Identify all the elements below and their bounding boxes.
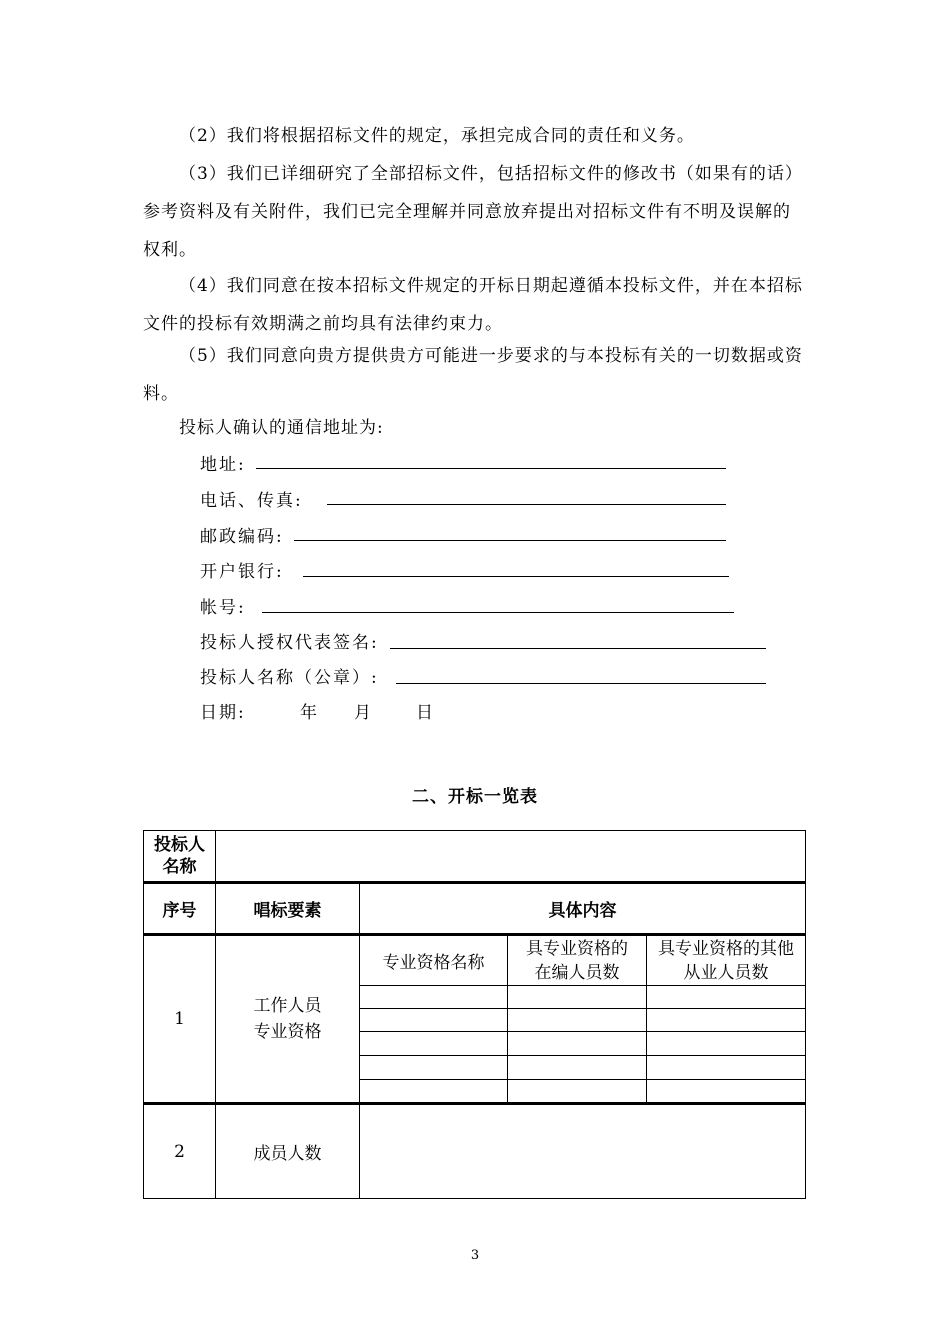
bidder-label-cell (144, 831, 216, 883)
bidder-name-line[interactable] (396, 683, 766, 684)
table-cell[interactable] (647, 1080, 806, 1104)
table-cell[interactable] (508, 1080, 647, 1104)
date-month: 月 (354, 703, 373, 723)
signature-label: 投标人授权代表签名: (200, 633, 379, 653)
date-day: 日 (416, 703, 435, 723)
table-cell[interactable] (647, 986, 806, 1009)
row2-no: 2 (144, 1104, 216, 1199)
date-year: 年 (300, 703, 319, 723)
bank-label: 开户银行: (200, 562, 284, 582)
header-content: 具体内容 (360, 883, 806, 935)
paragraph-5: （5）我们同意向贵方提供贵方可能进一步要求的与本投标有关的一切数据或资料。 (143, 346, 803, 404)
address-intro: 投标人确认的通信地址为: (179, 418, 384, 438)
row1-col2-header: 具专业资格的在编人员数 (526, 938, 628, 983)
bidder-name-value[interactable] (216, 831, 806, 883)
bidder-name-label: 投标人名称（公章）: (200, 668, 379, 688)
bid-overview-table (143, 830, 806, 1199)
page-number: 3 (470, 1248, 480, 1263)
phone-fax-line[interactable] (327, 504, 726, 505)
table-cell[interactable] (360, 986, 508, 1009)
postcode-line[interactable] (294, 540, 726, 541)
table-cell[interactable] (647, 1009, 806, 1032)
table-cell[interactable] (508, 1032, 647, 1056)
row1-no: 1 (144, 935, 216, 1104)
row1-col2-header-cell (508, 935, 647, 986)
row1-col1-header: 专业资格名称 (360, 935, 508, 986)
section-title: 二、开标一览表 (412, 787, 538, 807)
date-label: 日期: (200, 703, 246, 723)
row1-col3-header-cell (647, 935, 806, 986)
address-line[interactable] (256, 468, 726, 469)
row2-content[interactable] (360, 1104, 806, 1199)
paragraph-2: （2）我们将根据招标文件的规定，承担完成合同的责任和义务。 (179, 126, 695, 146)
account-line[interactable] (262, 612, 734, 613)
row1-item-cell (216, 935, 360, 1104)
table-cell[interactable] (647, 1032, 806, 1056)
table-cell[interactable] (647, 1056, 806, 1080)
paragraph-4: （4）我们同意在按本招标文件规定的开标日期起遵循本投标文件，并在本招标文件的投标有效期满之前均具有法律约束力。 (143, 276, 803, 334)
bidder-label: 投标人名称 (154, 835, 205, 877)
signature-line[interactable] (390, 648, 766, 649)
phone-fax-label: 电话、传真: (200, 491, 303, 511)
header-item: 唱标要素 (216, 883, 360, 935)
table-cell[interactable] (360, 1009, 508, 1032)
table-cell[interactable] (508, 1009, 647, 1032)
table-cell[interactable] (360, 1080, 508, 1104)
header-no: 序号 (144, 883, 216, 935)
paragraph-3: （3）我们已详细研究了全部招标文件，包括招标文件的修改书（如果有的话）参考资料及有关附件，我们已完全理解并同意放弃提出对招标文件有不明及误解的权利。 (143, 164, 803, 260)
table-cell[interactable] (360, 1056, 508, 1080)
account-label: 帐号: (200, 598, 246, 618)
table-cell[interactable] (360, 1032, 508, 1056)
row1-item: 工作人员专业资格 (253, 996, 322, 1042)
address-label: 地址: (200, 455, 246, 475)
row1-col3-header: 具专业资格的其他从业人员数 (658, 938, 794, 983)
table-cell[interactable] (508, 986, 647, 1009)
postcode-label: 邮政编码: (200, 527, 284, 547)
bank-line[interactable] (303, 576, 729, 577)
table-cell[interactable] (508, 1056, 647, 1080)
row2-item: 成员人数 (216, 1104, 360, 1199)
